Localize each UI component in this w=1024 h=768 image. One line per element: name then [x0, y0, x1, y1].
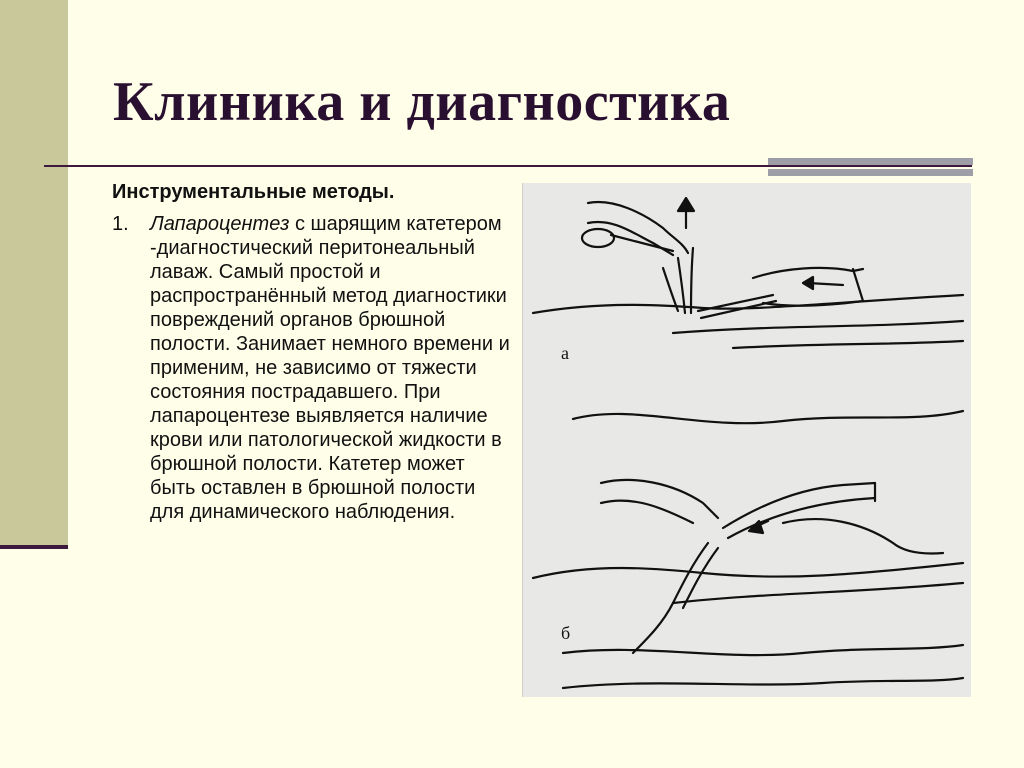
- panel-a-catheter: [678, 258, 685, 313]
- title-divider-accent: [768, 158, 973, 176]
- slide-title: Клиника и диагностика: [113, 71, 731, 133]
- left-decor-underline: [0, 545, 68, 549]
- list-item: [112, 212, 512, 524]
- illustration-drawing: [523, 183, 971, 697]
- panel-a-right-hand: [753, 268, 863, 278]
- laparocentesis-illustration: [522, 183, 971, 697]
- panel-b-catheter: [633, 543, 708, 653]
- list-item-number: 1.: [112, 213, 129, 235]
- scissors-ring-icon: [582, 229, 614, 247]
- figure-label-b: б: [561, 623, 571, 643]
- list-item-term: Лапароцентез: [150, 213, 290, 235]
- subheading: Инструментальные методы.: [112, 181, 395, 203]
- panel-a-left-hand: [588, 202, 688, 253]
- panel-b-body-contour: [533, 563, 963, 578]
- panel-a-lower-contour: [573, 411, 963, 423]
- list-item-body: с шарящим катетером -диагностический перитонеальный лаваж. Самый простой и распространённый метод диагностики повреждений органов брюшной полости. Занимает немного времени и применим, не зависимо от тяжести состояния пострадавшего. При лапароцентезе выявляется наличие крови или патологической жидкости в брюшной полости. Катетер может быть оставлен в брюшной полости для динамического наблюдения.: [150, 213, 510, 523]
- panel-b-right-hand: [723, 483, 875, 528]
- left-decor-band: [0, 0, 68, 545]
- list-item-text: [150, 212, 512, 524]
- figure-label-a: а: [561, 343, 569, 363]
- panel-b-left-hand: [601, 480, 718, 518]
- panel-a-body-contour: [533, 295, 963, 313]
- content-block: [112, 180, 512, 524]
